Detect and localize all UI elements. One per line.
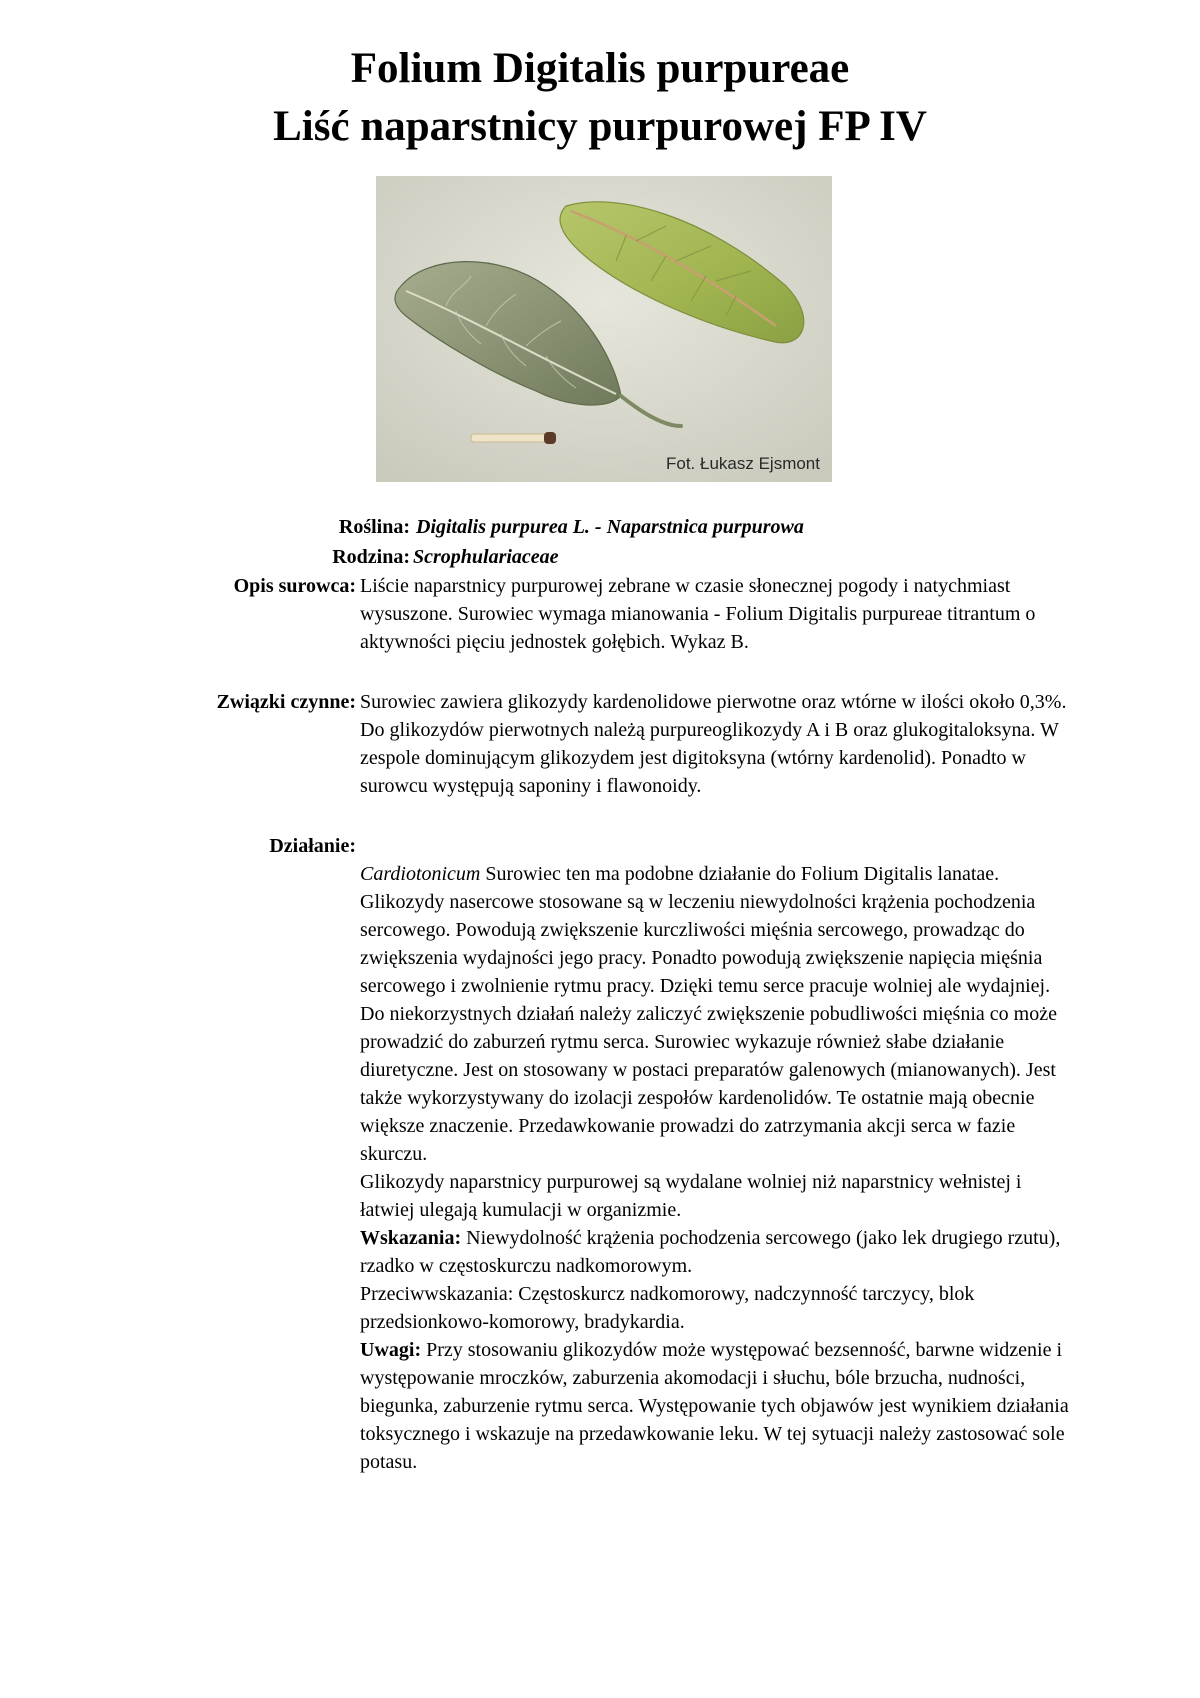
field-dzialanie-label-row — [0, 832, 1200, 860]
dzialanie-text — [360, 860, 1075, 1476]
field-rodzina — [0, 543, 1200, 571]
field-roslina — [0, 513, 1200, 541]
photo-caption: Fot. Łukasz Ejsmont — [665, 454, 820, 473]
leaf-photo — [376, 176, 832, 482]
roslina-value: Digitalis purpurea L. - Naparstnica purpurowa — [416, 516, 804, 538]
zwiazki-text — [360, 688, 1075, 800]
opis-label: Opis surowca: — [233, 575, 356, 597]
uwagi-label: Uwagi: — [360, 1339, 422, 1361]
dzialanie-paragraph-2: Glikozydy naparstnicy purpurowej są wydalane wolniej niż naparstnicy wełnistej i łatwiej ulegają kumulacji w organizmie. — [360, 1171, 1022, 1221]
uwagi-paragraph — [360, 1336, 1075, 1476]
dzialanie-paragraph — [360, 860, 1075, 1168]
dzialanie-body: Surowiec ten ma podobne działanie do Folium Digitalis lanatae. Glikozydy nasercowe stosowane są w leczeniu niewydolności krążenia pochodzenia sercowego. Powodują zwiększenie kurczliwości mięśnia sercowego, prowadząc do zwiększenia wydajności jego pracy. Ponadto powodują zwiększenie napięcia mięśnia sercowego i zwolnienie rytmu pracy. Dzięki temu serce pracuje wolniej ale wydajniej. Do niekorzystnych działań należy zaliczyć zwiększenie pobudliwości mięśnia co może prowadzić do zaburzeń rytmu serca. Surowiec wykazuje również słabe działanie diuretyczne. Jest on stosowany w postaci preparatów galenowych (mianowanych). Jest także wykorzystywany do izolacji zespołów kardenolidów. Te ostatnie mają obecnie większe znaczenie. Przedawkowanie prowadzi do zatrzymania akcji serca w fazie skurczu. — [360, 863, 1057, 1165]
rodzina-value: Scrophulariaceae — [413, 546, 559, 568]
opis-paragraph: Liście naparstnicy purpurowej zebrane w czasie słonecznej pogody i natychmiast wysuszone. Surowiec wymaga mianowania - Folium Digitalis purpureae titrantum o aktywności pięciu jednostek gołębich. Wykaz B. — [360, 575, 1036, 653]
title-latin: Folium Digitalis purpureae — [350, 45, 850, 92]
title-polish: Liść naparstnicy purpurowej FP IV — [273, 103, 927, 150]
rodzina-label: Rodzina: — [332, 546, 410, 568]
page-title — [0, 40, 1200, 156]
wskazania-label: Wskazania: — [360, 1227, 462, 1249]
dzialanie-label: Działanie: — [269, 835, 356, 857]
leaf-illustration — [376, 176, 832, 482]
dzialanie-term: Cardiotonicum — [360, 863, 481, 885]
wskazania-paragraph — [360, 1224, 1075, 1280]
wskazania-body: Niewydolność krążenia pochodzenia sercowego (jako lek drugiego rzutu), rzadko w częstoskurczu nadkomorowym. — [360, 1227, 1061, 1277]
zwiazki-paragraph: Surowiec zawiera glikozydy kardenolidowe pierwotne oraz wtórne w ilości około 0,3%. Do glikozydów pierwotnych należą purpureoglikozydy A i B oraz glukogitaloksyna. W zespole dominującym glikozydem jest digitoksyna (wtórny kardenolid). Ponadto w surowcu występują saponiny i flawonoidy. — [360, 691, 1067, 797]
przeciwwskazania-paragraph: Przeciwwskazania: Częstoskurcz nadkomorowy, nadczynność tarczycy, blok przedsionkowo-komorowy, bradykardia. — [360, 1283, 975, 1333]
uwagi-body: Przy stosowaniu glikozydów może występować bezsenność, barwne widzenie i występowanie mroczków, zaburzenia akomodacji i słuchu, bóle brzucha, nudności, biegunka, zaburzenie rytmu serca. Występowanie tych objawów jest wynikiem działania toksycznego i wskazuje na przedawkowanie leku. W tej sytuacji należy zastosować sole potasu. — [360, 1339, 1069, 1473]
zwiazki-label: Związki czynne: — [216, 691, 356, 713]
opis-text — [360, 572, 1075, 656]
roslina-label: Roślina: — [338, 516, 410, 538]
